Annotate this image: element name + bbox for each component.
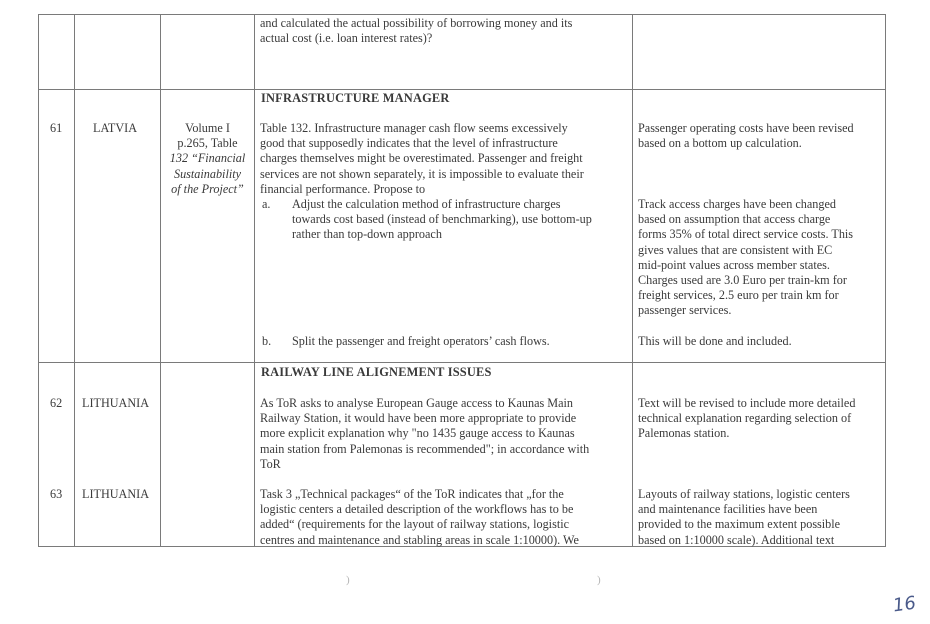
table-row-divider-2	[38, 362, 886, 363]
row-61-response-split: This will be done and included.	[638, 334, 792, 348]
table-border-right	[885, 14, 886, 547]
row-63-comment: Task 3 „Technical packages“ of the ToR indicates that „for the logistic centers a detailed description of the workflows has to be added“ (requirements for the layout of railway stations, logistic centres and maintenance and stabling areas in scale 1:10000). We	[260, 487, 579, 547]
table-border-top	[38, 14, 886, 15]
section-heading-railway: RAILWAY LINE ALIGNEMENT ISSUES	[261, 365, 492, 379]
row-62-response: Text will be revised to include more detailed technical explanation regarding selection of Palemonas station.	[638, 396, 856, 441]
row-61-item-a-marker: a.	[262, 197, 271, 211]
table-border-col1	[74, 14, 75, 547]
row-62-country: LITHUANIA	[82, 396, 150, 410]
section-heading-infrastructure: INFRASTRUCTURE MANAGER	[261, 91, 450, 105]
handwritten-page-number: 16	[891, 592, 918, 617]
scan-speck: )	[597, 574, 601, 586]
scan-speck: )	[346, 574, 350, 586]
table-row-divider-1	[38, 89, 886, 90]
row-63-country: LITHUANIA	[82, 487, 150, 501]
row-63-response: Layouts of railway stations, logistic centers and maintenance facilities have been provided to the maximum extent possible based on 1:10000 scale). Additional text	[638, 487, 850, 547]
table-border-col2	[160, 14, 161, 547]
table-border-col3	[254, 14, 255, 547]
row-61-item-a-text: Adjust the calculation method of infrastructure charges towards cost based (instead of benchmarking), use bottom-up rather than top-down approach	[292, 197, 592, 242]
row-61-country: LATVIA	[93, 121, 137, 135]
table-border-col4	[632, 14, 633, 547]
row-61-response-operating-costs: Passenger operating costs have been revised based on a bottom up calculation.	[638, 121, 854, 151]
row-61-response-track-access: Track access charges have been changed based on assumption that access charge forms 35% of total direct service costs. This gives values that are consistent with EC mid-point values across member states. Charges used are 3.0 Euro per train-km for freight services, 2.5 euro per train km for passenger services.	[638, 197, 854, 318]
row-61-reference: Volume I p.265, Table 132 “Financial Sustainability of the Project”	[169, 121, 246, 196]
row-61-item-b-marker: b.	[262, 334, 272, 348]
row-61-comment: Table 132. Infrastructure manager cash flow seems excessively good that supposedly indicates that the level of infrastructure charges themselves might be overestimated. Passenger and freight services are not shown separately, it is impossible to evaluate their financial performance. Propose to	[260, 121, 584, 196]
row-63-number: 63	[50, 487, 63, 501]
row-61-number: 61	[50, 121, 63, 135]
row-62-comment: As ToR asks to analyse European Gauge access to Kaunas Main Railway Station, it would have been more appropriate to provide more explicit explanation why "no 1435 gauge access to Kaunas main station from Palemonas is recommended"; in accordance with ToR	[260, 396, 590, 471]
table-border-left	[38, 14, 39, 547]
top-row-comment: and calculated the actual possibility of borrowing money and its actual cost (i.e. loan interest rates)?	[260, 16, 573, 46]
row-62-number: 62	[50, 396, 63, 410]
row-61-item-b-text: Split the passenger and freight operators’ cash flows.	[292, 334, 550, 348]
